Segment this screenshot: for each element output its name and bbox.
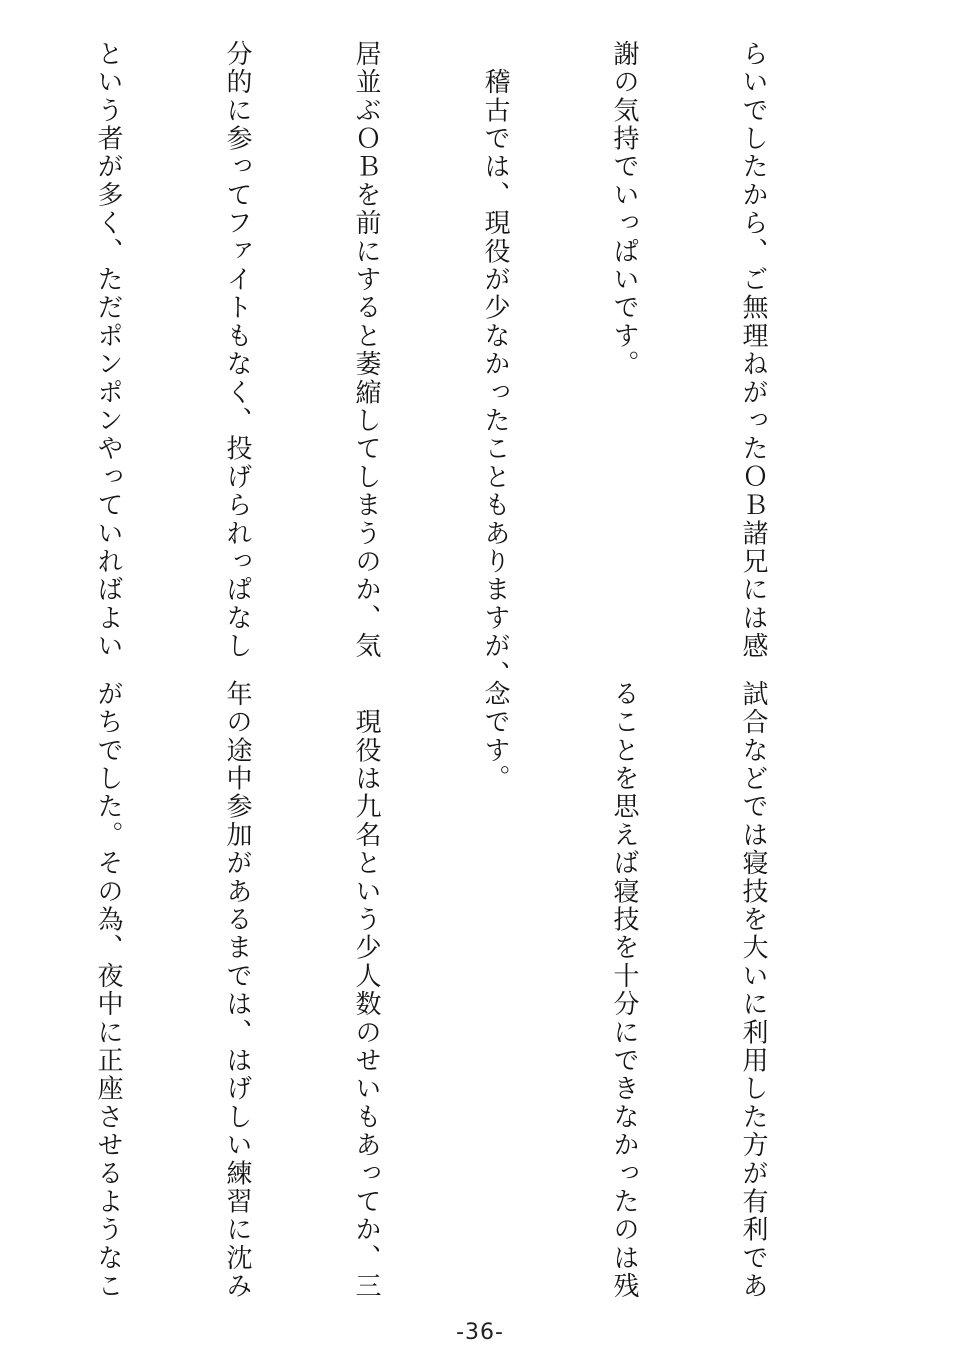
text-line: 稽古では、現役が少なかったこともありますが、 xyxy=(480,40,510,689)
text-line: 分的に参ってファイトもなく、投げられっぱなし xyxy=(222,40,252,661)
text-line: という者が多く、ただポンポンやっていればよい xyxy=(93,40,123,661)
text-line: 現役は九名という少人数のせいもあってか、三 xyxy=(351,680,381,1301)
page-number: -36- xyxy=(456,1320,504,1345)
text-line: 謝の気持でいっぱいです。 xyxy=(609,40,639,379)
lower-text-block xyxy=(0,680,860,1305)
text-line: らいでしたから、ご無理ねがったＯＢ諸兄には感 xyxy=(738,40,768,661)
text-line: 居並ぶＯＢを前にすると萎縮してしまうのか、気 xyxy=(351,40,381,661)
text-line: 念です。 xyxy=(480,680,510,793)
text-line: 試合などでは寝技を大いに利用した方が有利であ xyxy=(738,680,768,1301)
text-line: ることを思えば寝技を十分にできなかったのは残 xyxy=(609,680,639,1301)
upper-text-block xyxy=(0,40,860,689)
text-line: がちでした。その為、夜中に正座させるようなこ xyxy=(93,680,123,1301)
text-line: 年の途中参加があるまでは、はげしい練習に沈み xyxy=(222,680,252,1301)
